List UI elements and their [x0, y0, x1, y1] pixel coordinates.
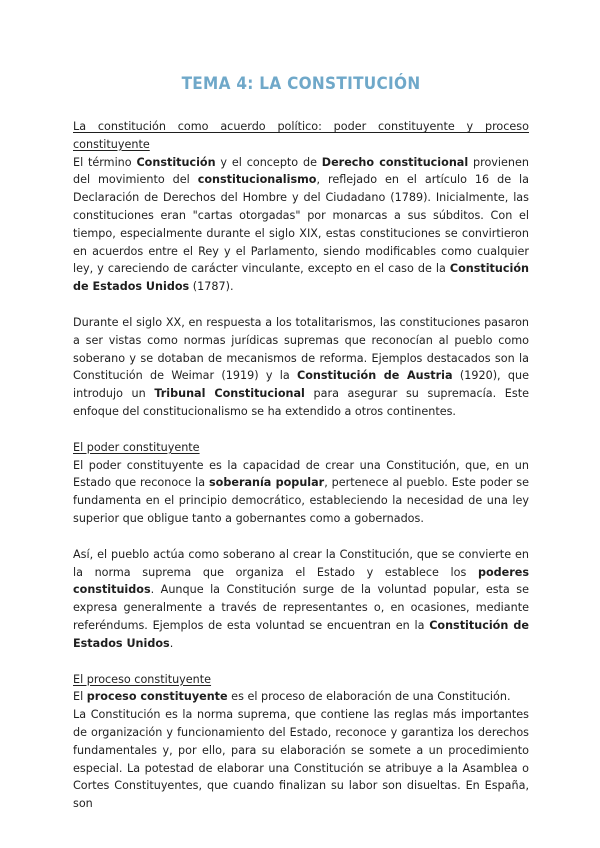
section-heading: El proceso constituyente: [73, 672, 212, 686]
bold-term: Tribunal Constitucional: [154, 387, 305, 401]
section-gap: [73, 421, 529, 439]
paragraph: [73, 688, 529, 706]
section-heading: La constitución como acuerdo político: poder constituyente y proceso constituyente: [73, 120, 529, 151]
section-heading: El poder constituyente: [73, 440, 200, 454]
text-run: El: [73, 690, 87, 704]
paragraph: [73, 154, 529, 296]
bold-term: constitucionalismo: [197, 173, 317, 187]
bold-term: Derecho constitucional: [321, 155, 469, 169]
paragraph: [73, 546, 529, 653]
text-run: El término: [73, 155, 137, 169]
text-run: , pertenece al pueblo. Este poder se fundamenta en el principio democrático, estableciendo la necesidad de una ley superior que obligue tanto a gobernantes como a gobernados.: [73, 476, 529, 525]
document-title: TEMA 4: LA CONSTITUCIÓN: [181, 74, 421, 94]
paragraph: [73, 314, 529, 421]
bold-term: Constitución de Estados Unidos: [73, 262, 529, 294]
paragraph: [73, 706, 529, 813]
text-run: para asegurar su supremacía. Este enfoque del constitucionalismo se ha extendido a otros continentes.: [73, 387, 529, 418]
paragraph: [73, 457, 529, 528]
section-constituent-process: [73, 671, 529, 813]
section-constitution-political-agreement: [73, 118, 529, 421]
paragraph-gap: [73, 528, 529, 546]
text-run: provienen del movimiento del: [73, 155, 529, 187]
bold-term: proceso constituyente: [86, 690, 228, 704]
text-run: Así, el pueblo actúa como soberano al crear la Constitución, que se convierte en la norma suprema que organiza el Estado y establece los: [73, 547, 529, 579]
text-run: es el proceso de elaboración de una Constitución.: [227, 690, 511, 704]
text-run: Durante el siglo XX, en respuesta a los totalitarismos, las constituciones pasaron a ser vistas como normas jurídicas supremas que reconocían al pueblo como soberano y se dotaban de mecanismos de reforma. Ejemplos destacados son la Constitución de Weimar (1919) y la: [73, 315, 529, 383]
bold-term: soberanía popular: [209, 476, 325, 490]
bold-term: Constitución de Estados Unidos: [73, 618, 529, 650]
bold-term: Constitución de Austria: [297, 369, 453, 383]
text-run: y el concepto de: [215, 155, 322, 169]
text-run: , reflejado en el artículo 16 de la Declaración de Derechos del Hombre y del Ciudadano (1789). Inicialmente, las constituciones eran "cartas otorgadas" por monarcas a sus súbditos. Con el tiempo, especialmente durante el siglo XIX, estas constituciones se convirtieron en acuerdos entre el Rey y el Parlamento, siendo modificables como cualquier ley, y careciendo de carácter vinculante, excepto en el caso de la: [73, 173, 529, 276]
section-constituent-power: [73, 439, 529, 653]
text-run: La Constitución es la norma suprema, que contiene las reglas más importantes de organización y funcionamiento del Estado, reconoce y garantiza los derechos fundamentales y, por ello, para su elaboración se somete a un procedimiento especial. La potestad de elaborar una Constitución se atribuye a la Asamblea o Cortes Constituyentes, que cuando finalizan su labor son disueltas. En España, son: [73, 708, 529, 811]
text-run: (1787).: [189, 280, 234, 294]
text-run: El poder constituyente es la capacidad de crear una Constitución, que, en un Estado que reconoce la: [73, 458, 529, 490]
text-run: . Aunque la Constitución surge de la voluntad popular, esta se expresa generalmente a través de representantes o, en ocasiones, mediante referéndums. Ejemplos de esta voluntad se encuentran en la: [73, 583, 529, 632]
text-run: .: [169, 636, 174, 650]
text-run: (1920), que introdujo un: [73, 369, 529, 401]
bold-term: Constitución: [136, 155, 216, 169]
section-gap: [73, 653, 529, 671]
paragraph-gap: [73, 296, 529, 314]
bold-term: poderes constituidos: [73, 565, 529, 597]
